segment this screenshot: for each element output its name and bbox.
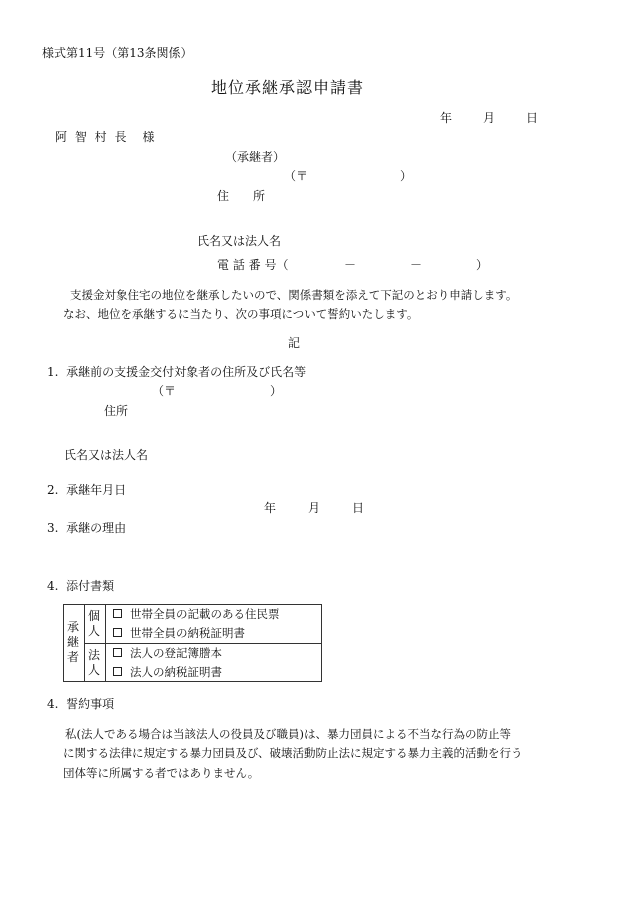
applicant-phone-label: 電 話 番 号（ bbox=[217, 258, 289, 272]
section-1-postal-open: （〒 bbox=[152, 384, 177, 398]
section-2-day: 日 bbox=[352, 501, 365, 515]
section-2-heading: 2. 承継年月日 bbox=[47, 483, 127, 497]
table-divider-row bbox=[84, 643, 322, 644]
intro-line-1: 支援金対象住宅の地位を継承したいので、関係書類を添えて下記のとおり申請します。 bbox=[70, 288, 518, 302]
section-1-address-label: 住所 bbox=[104, 404, 129, 418]
applicant-postal-close: ） bbox=[400, 169, 413, 183]
pledge-line-2: に関する法律に規定する暴力団員及び、破壊活動防止法に規定する暴力主義的活動を行う bbox=[63, 746, 523, 760]
ki-label: 記 bbox=[288, 336, 301, 350]
applicant-phone-dash-2: － bbox=[410, 258, 423, 272]
document-title: 地位承継承認申請書 bbox=[211, 78, 365, 97]
checkbox-resident-record[interactable] bbox=[113, 609, 122, 618]
section-1-name-label: 氏名又は法人名 bbox=[64, 448, 149, 462]
applicant-phone-dash-1: － bbox=[344, 258, 357, 272]
date-day-label: 日 bbox=[526, 111, 539, 125]
pledge-line-3: 団体等に所属する者ではありません。 bbox=[63, 766, 260, 780]
checkbox-corporate-tax-cert[interactable] bbox=[113, 667, 122, 676]
section-3-heading: 3. 承継の理由 bbox=[47, 521, 127, 535]
applicant-address-label: 住 所 bbox=[217, 189, 266, 203]
applicant-phone-close: ） bbox=[476, 258, 489, 272]
date-year-label: 年 bbox=[440, 111, 453, 125]
item-corporate-registry: 法人の登記簿謄本 bbox=[130, 646, 222, 660]
date-month-label: 月 bbox=[483, 111, 496, 125]
corporate-label: 法人 bbox=[87, 648, 100, 677]
item-household-tax-cert: 世帯全員の納税証明書 bbox=[130, 626, 245, 640]
pledge-line-1: 私(法人である場合は当該法人の役員及び職員)は、暴力団員による不当な行為の防止等 bbox=[65, 727, 511, 741]
addressee: 阿 智 村 長 様 bbox=[55, 130, 157, 144]
section-1-heading: 1. 承継前の支援金交付対象者の住所及び氏名等 bbox=[47, 365, 307, 379]
section-4-heading: 4. 添付書類 bbox=[47, 579, 115, 593]
applicant-postal-open: （〒 bbox=[284, 169, 309, 183]
section-2-year: 年 bbox=[264, 501, 277, 515]
section-1-postal-close: ） bbox=[270, 384, 283, 398]
item-resident-record: 世帯全員の記載のある住民票 bbox=[130, 607, 280, 621]
checkbox-corporate-registry[interactable] bbox=[113, 648, 122, 657]
checkbox-household-tax-cert[interactable] bbox=[113, 628, 122, 637]
applicant-role: （承継者） bbox=[225, 150, 286, 164]
item-corporate-tax-cert: 法人の納税証明書 bbox=[130, 665, 222, 679]
section-5-heading: 4. 誓約事項 bbox=[47, 697, 115, 711]
intro-line-2: なお、地位を承継するに当たり、次の事項について誓約いたします。 bbox=[63, 307, 419, 321]
individual-label: 個人 bbox=[87, 609, 100, 638]
form-number: 様式第11号（第13条関係） bbox=[42, 46, 193, 60]
applicant-name-label: 氏名又は法人名 bbox=[197, 234, 282, 248]
group-label-successor: 承継者 bbox=[66, 620, 79, 664]
section-2-month: 月 bbox=[308, 501, 321, 515]
